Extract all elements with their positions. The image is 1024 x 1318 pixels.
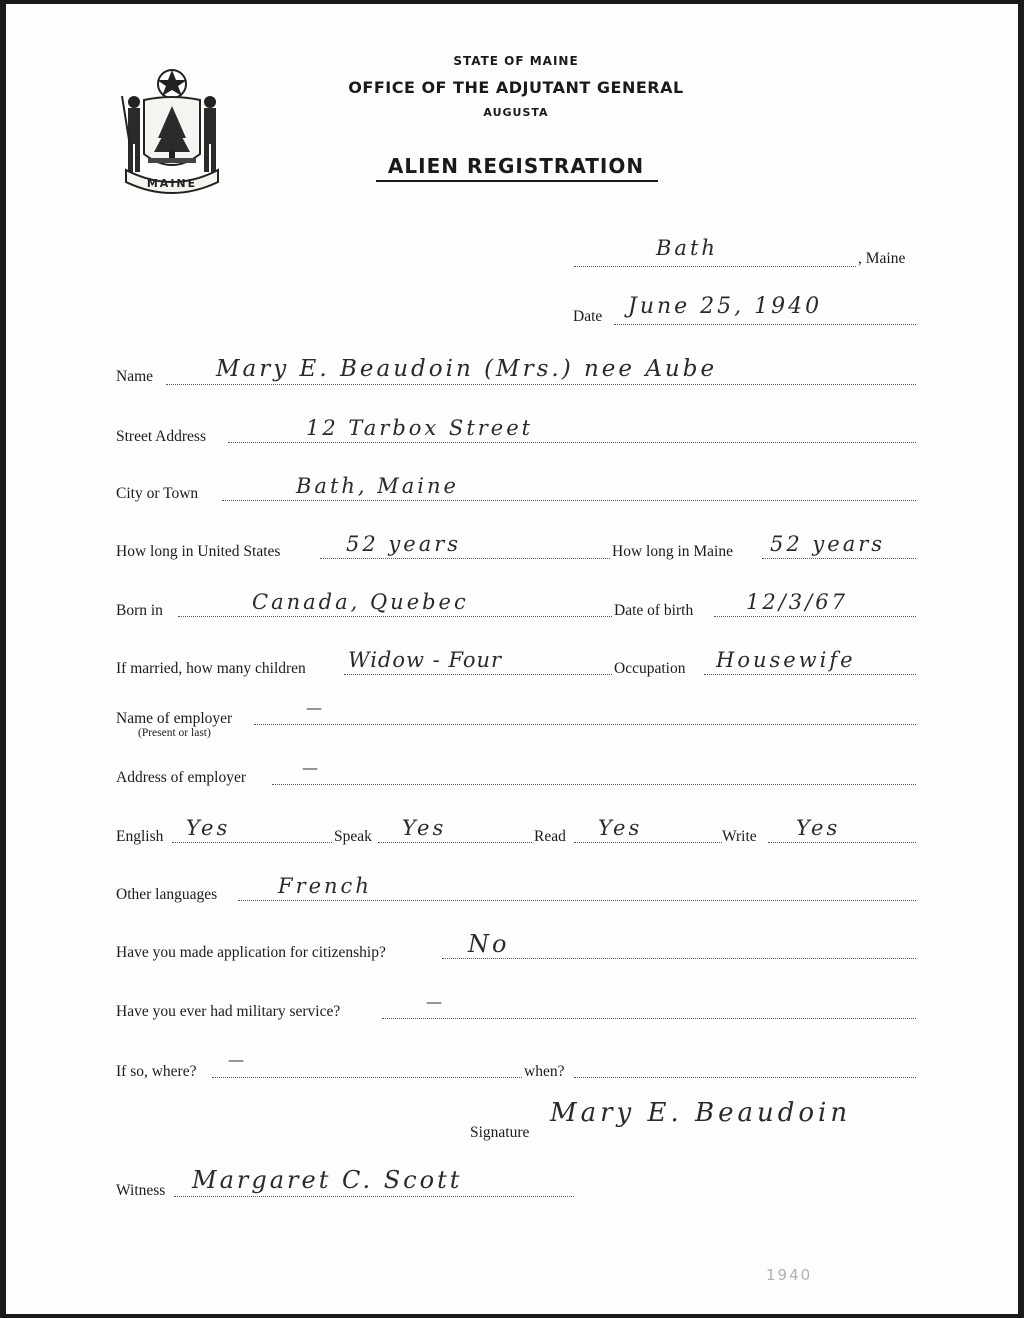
english-value: Yes [186, 816, 231, 840]
employer-label: Name of employer [116, 710, 233, 727]
military-line [382, 1018, 916, 1019]
when-label: when? [524, 1063, 565, 1080]
citizenship-line [442, 958, 916, 959]
citizenship-label: Have you made application for citizenship? [116, 944, 386, 961]
occupation-line [704, 674, 916, 675]
where-value: — [228, 1050, 247, 1069]
speak-label: Speak [334, 828, 372, 845]
signature-value: Mary E. Beaudoin [550, 1098, 852, 1128]
seal-text: MAINE [146, 177, 198, 190]
read-line [574, 842, 722, 843]
us-duration-line [320, 558, 610, 559]
city-line [222, 500, 916, 501]
write-line [768, 842, 916, 843]
date-label: Date [573, 308, 603, 325]
street-label: Street Address [116, 428, 206, 445]
dob-label: Date of birth [614, 602, 694, 619]
born-line [178, 616, 612, 617]
place-line [574, 266, 856, 267]
other-languages-value: French [278, 874, 372, 898]
other-languages-label: Other languages [116, 886, 218, 903]
us-duration-label: How long in United States [116, 543, 281, 560]
write-value: Yes [796, 816, 841, 840]
children-line [344, 674, 612, 675]
city-label: City or Town [116, 485, 199, 502]
place-suffix: , Maine [858, 250, 906, 267]
city-value: Bath, Maine [296, 474, 459, 498]
military-label: Have you ever had military service? [116, 1003, 341, 1020]
where-line [212, 1077, 522, 1078]
name-value: Mary E. Beaudoin (Mrs.) nee Aube [216, 356, 718, 382]
witness-line [174, 1196, 574, 1197]
employer-address-value: — [302, 758, 321, 777]
signature-label: Signature [470, 1124, 530, 1141]
employer-address-line [272, 784, 916, 785]
name-label: Name [116, 368, 154, 385]
military-value: — [426, 992, 445, 1011]
maine-duration-line [762, 558, 916, 559]
date-value: June 25, 1940 [628, 294, 823, 319]
header-state: STATE OF MAINE [453, 54, 579, 68]
witness-label: Witness [116, 1182, 166, 1199]
us-duration-value: 52 years [346, 532, 462, 556]
english-label: English [116, 828, 164, 845]
read-label: Read [534, 828, 566, 845]
name-line [166, 384, 916, 385]
born-label: Born in [116, 602, 163, 619]
dob-line [714, 616, 916, 617]
employer-address-label: Address of employer [116, 769, 246, 786]
form-title: ALIEN REGISTRATION [387, 154, 645, 178]
alien-registration-form [6, 4, 1018, 1314]
header-office: OFFICE OF THE ADJUTANT GENERAL [348, 78, 684, 97]
dob-value: 12/3/67 [746, 590, 848, 614]
maine-duration-value: 52 years [770, 532, 886, 556]
citizenship-value: No [468, 930, 510, 958]
english-line [172, 842, 332, 843]
street-line [228, 442, 916, 443]
speak-line [378, 842, 532, 843]
children-label: If married, how many children [116, 660, 306, 677]
received-stamp: 1940 [766, 1266, 813, 1284]
witness-value: Margaret C. Scott [192, 1166, 463, 1194]
employer-line [254, 724, 916, 725]
other-languages-line [238, 900, 916, 901]
born-value: Canada, Quebec [252, 590, 469, 614]
employer-value: — [306, 698, 325, 717]
maine-duration-label: How long in Maine [612, 543, 733, 560]
children-value: Widow - Four [348, 648, 503, 672]
place-value: Bath [656, 236, 718, 260]
street-value: 12 Tarbox Street [306, 416, 534, 440]
speak-value: Yes [402, 816, 447, 840]
when-line [574, 1077, 916, 1078]
employer-sublabel: (Present or last) [138, 727, 211, 739]
date-line [614, 324, 916, 325]
write-label: Write [722, 828, 757, 845]
where-label: If so, where? [116, 1063, 197, 1080]
maine-state-seal [116, 66, 228, 196]
title-underline [376, 180, 658, 182]
occupation-label: Occupation [614, 660, 686, 677]
read-value: Yes [598, 816, 643, 840]
occupation-value: Housewife [716, 648, 856, 672]
header-city: AUGUSTA [483, 106, 549, 119]
